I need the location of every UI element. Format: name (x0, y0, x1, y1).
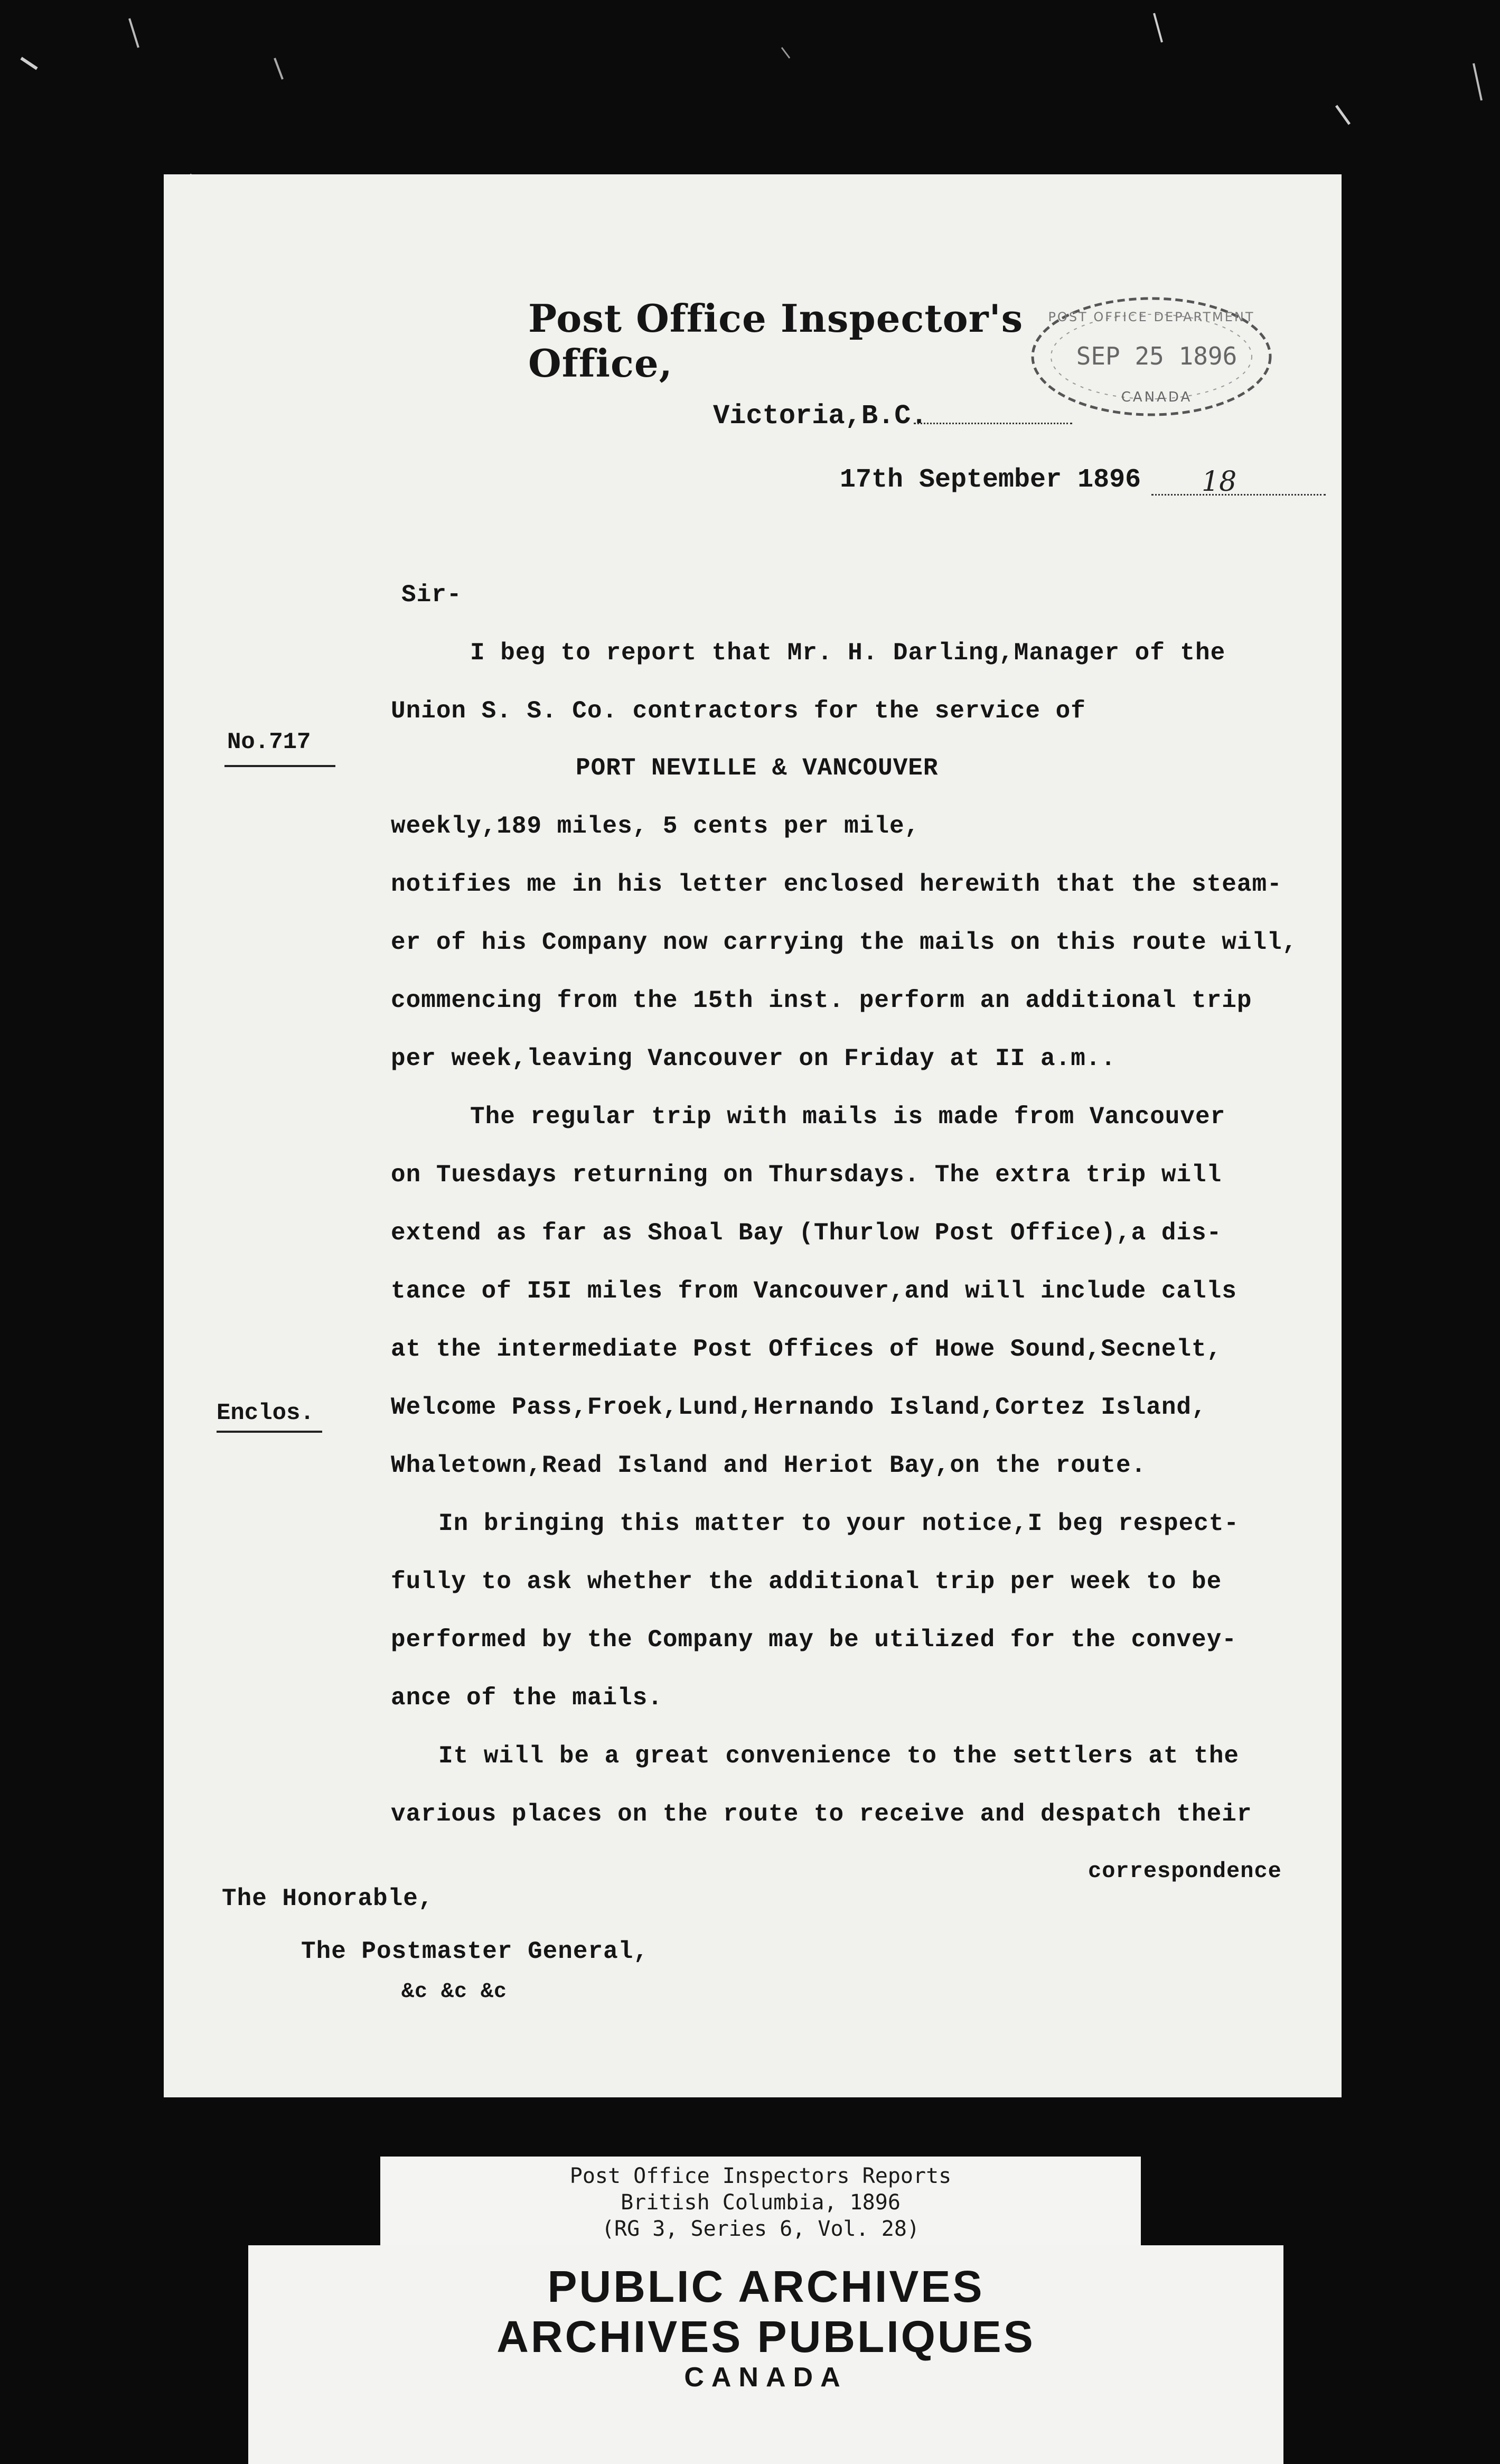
letter-line: at the intermediate Post Offices of Howe Sound,Secnelt, (391, 1336, 1222, 1363)
stamp-date: SEP 25 1896 (1076, 342, 1238, 370)
letter-line: commencing from the 15th inst. perform an additional trip (391, 987, 1252, 1014)
margin-file-number: No.717 (227, 729, 311, 755)
letter-line: weekly,189 miles, 5 cents per mile, (391, 813, 920, 840)
addressee-line-3: &c &c &c (401, 1980, 508, 2004)
place-dotted-rule (914, 423, 1072, 424)
letter-line: various places on the route to receive and despatch their (391, 1800, 1252, 1828)
archive-card-line-2: ARCHIVES PUBLIQUES (496, 2312, 1035, 2362)
letter-place: Victoria,B.C. (713, 400, 927, 432)
letter-line: performed by the Company may be utilized for the convey- (391, 1626, 1237, 1654)
public-archives-card (248, 2245, 1283, 2464)
letter-line: notifies me in his letter enclosed herewith that the steam- (391, 871, 1282, 898)
date-dotted-rule (1151, 494, 1326, 496)
letter-line: fully to ask whether the additional trip per week to be (391, 1568, 1222, 1595)
letter-line: The regular trip with mails is made from Vancouver (470, 1103, 1226, 1131)
reference-line-2: British Columbia, 1896 (621, 2190, 901, 2215)
letter-line: on Tuesdays returning on Thursdays. The extra trip will (391, 1161, 1222, 1189)
letter-line: per week,leaving Vancouver on Friday at II a.m.. (391, 1045, 1117, 1072)
letter-line: Whaletown,Read Island and Heriot Bay,on the route. (391, 1452, 1147, 1479)
stamp-bottom-text: CANADA (1121, 389, 1193, 405)
office-letterhead-title: Post Office Inspector's Office, (528, 296, 1024, 386)
letter-line: In bringing this matter to your notice,I beg respect- (438, 1510, 1240, 1537)
letter-line: Welcome Pass,Froek,Lund,Hernando Island,Cortez Island, (391, 1394, 1207, 1421)
letter-line: It will be a great convenience to the settlers at the (438, 1742, 1240, 1770)
letter-line: extend as far as Shoal Bay (Thurlow Post Office),a dis- (391, 1219, 1222, 1247)
route-name: PORT NEVILLE & VANCOUVER (576, 754, 939, 782)
letter-line: Union S. S. Co. contractors for the service of (391, 697, 1086, 725)
addressee-line-1: The Honorable, (222, 1885, 434, 1912)
date-printed-suffix: 18 (1202, 466, 1237, 498)
reference-line-3: (RG 3, Series 6, Vol. 28) (601, 2217, 920, 2241)
margin-number-underline (224, 765, 335, 767)
letter-line: tance of I5I miles from Vancouver,and will include calls (391, 1277, 1237, 1305)
letter-line: I beg to report that Mr. H. Darling,Manager of the (470, 639, 1226, 667)
letter-sheet (164, 174, 1342, 2097)
stamp-top-text: POST OFFICE DEPARTMENT (1048, 310, 1255, 324)
letter-line: ance of the mails. (391, 1684, 663, 1712)
archive-reference-label (380, 2157, 1141, 2246)
letter-date: 17th September 1896 (840, 465, 1141, 495)
catchword: correspondence (1088, 1859, 1282, 1884)
archive-card-line-3: CANADA (684, 2362, 848, 2393)
salutation: Sir- (401, 581, 462, 609)
margin-enclosure-note: Enclos. (217, 1400, 314, 1426)
archive-card-line-1: PUBLIC ARCHIVES (547, 2262, 985, 2311)
letter-line: er of his Company now carrying the mails on this route will, (391, 929, 1298, 956)
reference-line-1: Post Office Inspectors Reports (569, 2164, 952, 2188)
margin-enclosure-underline (217, 1431, 322, 1433)
addressee-line-2: The Postmaster General, (301, 1938, 649, 1965)
